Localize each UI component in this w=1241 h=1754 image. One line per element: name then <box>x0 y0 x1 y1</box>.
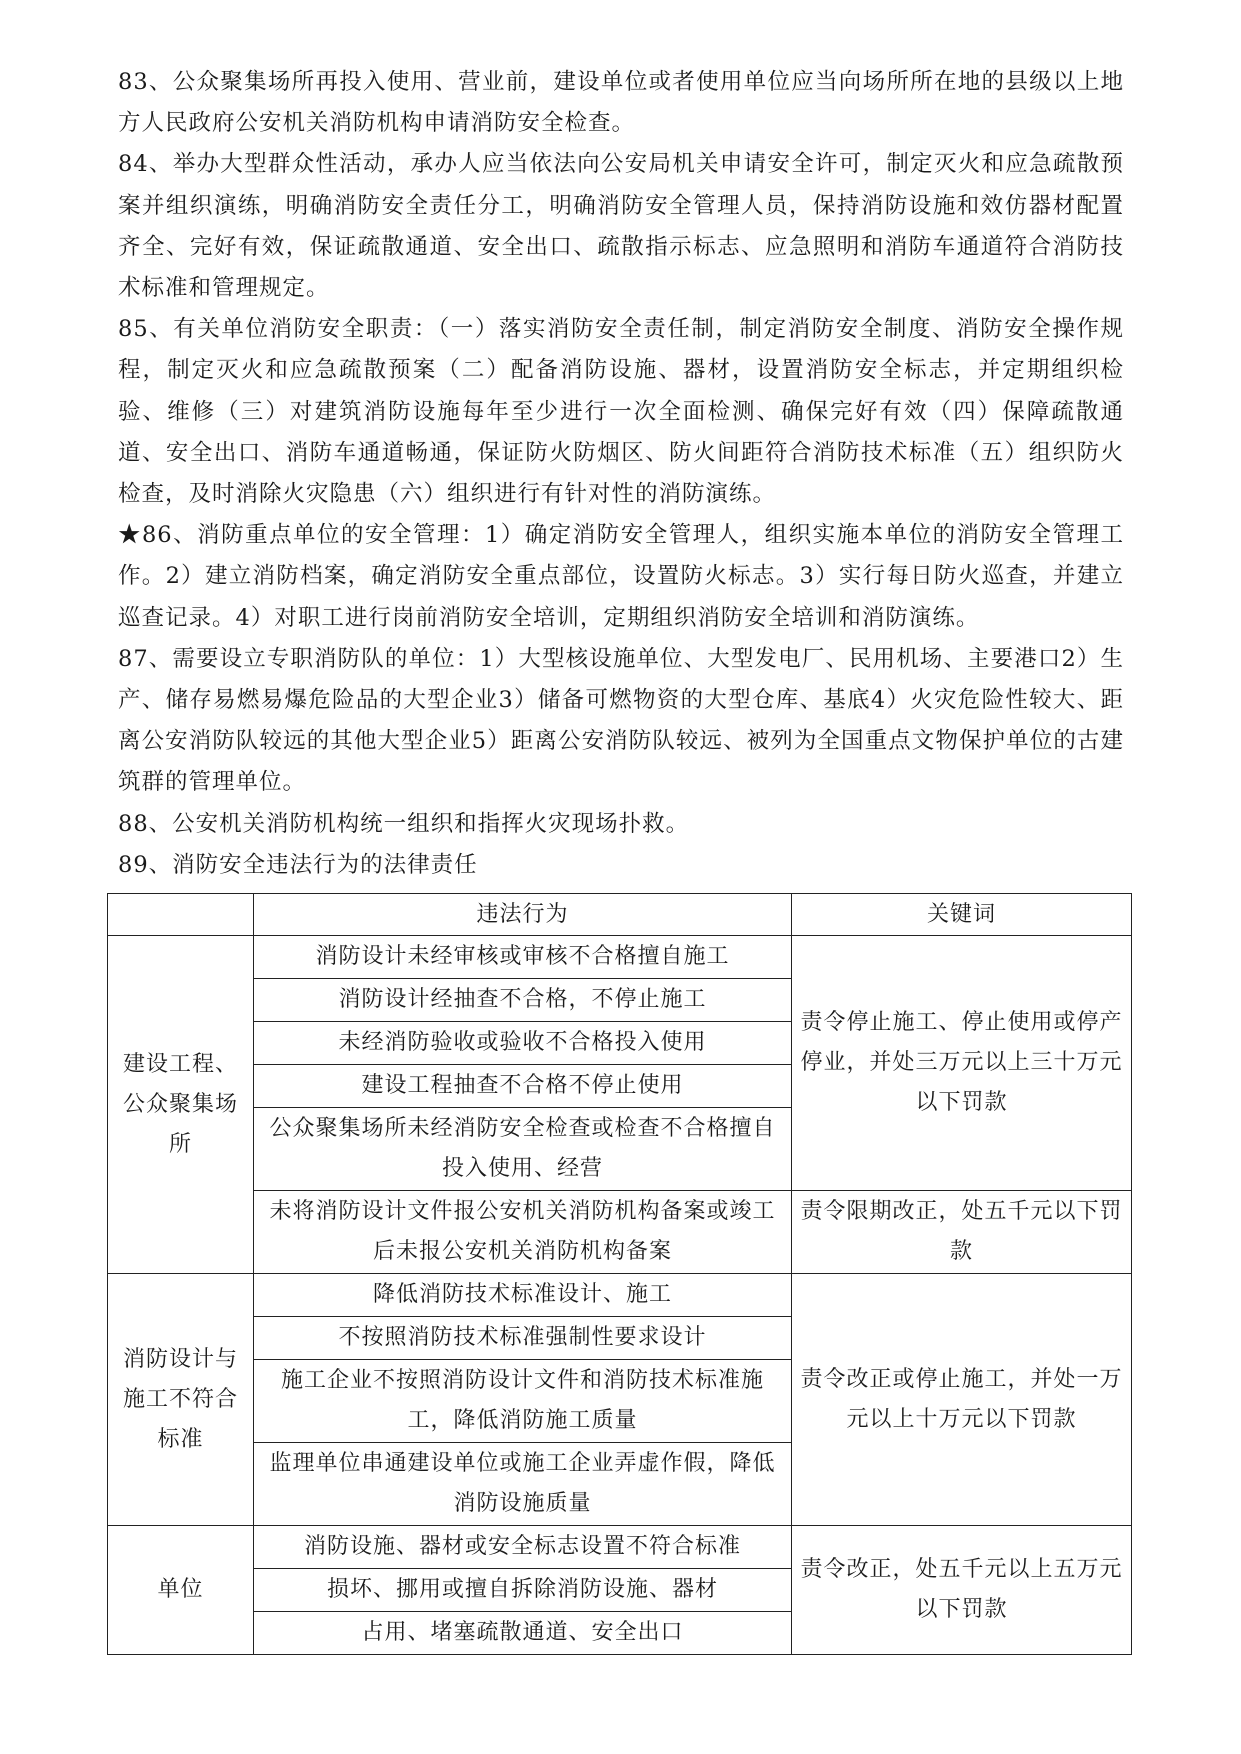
behavior-cell: 监理单位串通建设单位或施工企业弄虚作假，降低消防设施质量 <box>254 1443 792 1526</box>
item-85: 85、有关单位消防安全职责：（一）落实消防安全责任制，制定消防安全制度、消防安全操作规程，制定灭火和应急疏散预案（二）配备消防设施、器材，设置消防安全标志，并定期组织检验、维修（三）对建筑消防设施每年至少进行一次全面检测、确保完好有效（四）保障疏散通道、安全出口、消防车通道畅通，保证防火防烟区、防火间距符合消防技术标准（五）组织防火检查，及时消除火灾隐患（六）组织进行有针对性的消防演练。 <box>118 316 1124 508</box>
item-86: ★86、消防重点单位的安全管理：1）确定消防安全管理人，组织实施本单位的消防安全管理工作。2）建立消防档案，确定消防安全重点部位，设置防火标志。3）实行每日防火巡查，并建立巡查记录。4）对职工进行岗前消防安全培训，定期组织消防安全培训和消防演练。 <box>118 522 1124 631</box>
item-83: 83、公众聚集场所再投入使用、营业前，建设单位或者使用单位应当向场所所在地的县级以上地方人民政府公安机关消防机构申请消防安全检查。 <box>118 69 1124 137</box>
behavior-cell: 建设工程抽查不合格不停止使用 <box>254 1065 792 1108</box>
penalty-cell: 责令改正，处五千元以上五万元以下罚款 <box>792 1526 1132 1655</box>
header-corner-cell <box>108 894 254 936</box>
behavior-cell: 消防设计经抽查不合格，不停止施工 <box>254 979 792 1022</box>
item-88: 88、公安机关消防机构统一组织和指挥火灾现场扑救。 <box>118 810 690 837</box>
table-row <box>108 1274 1132 1317</box>
behavior-cell: 损坏、挪用或擅自拆除消防设施、器材 <box>254 1569 792 1612</box>
table-row <box>108 1526 1132 1569</box>
category-cell: 单位 <box>108 1526 254 1655</box>
penalty-cell: 责令改正或停止施工，并处一万元以上十万元以下罚款 <box>792 1274 1132 1526</box>
item-84: 84、举办大型群众性活动，承办人应当依法向公安局机关申请安全许可，制定灭火和应急疏散预案并组织演练，明确消防安全责任分工，明确消防安全管理人员，保持消防设施和效仿器材配置齐全、完好有效，保证疏散通道、安全出口、疏散指示标志、应急照明和消防车通道符合消防技术标准和管理规定。 <box>118 151 1124 302</box>
penalty-cell: 责令停止施工、停止使用或停产停业，并处三万元以上三十万元以下罚款 <box>792 936 1132 1191</box>
legal-liability-table <box>107 893 1132 1655</box>
behavior-cell: 降低消防技术标准设计、施工 <box>254 1274 792 1317</box>
body-text <box>118 62 1124 886</box>
header-keyword: 关键词 <box>792 894 1132 936</box>
behavior-cell: 未经消防验收或验收不合格投入使用 <box>254 1022 792 1065</box>
behavior-cell: 未将消防设计文件报公安机关消防机构备案或竣工后未报公安机关消防机构备案 <box>254 1191 792 1274</box>
table-row <box>108 936 1132 979</box>
category-cell: 建设工程、公众聚集场所 <box>108 936 254 1274</box>
item-87: 87、需要设立专职消防队的单位：1）大型核设施单位、大型发电厂、民用机场、主要港口2）生产、储存易燃易爆危险品的大型企业3）储备可燃物资的大型仓库、基底4）火灾危险性较大、距离公安消防队较远的其他大型企业5）距离公安消防队较远、被列为全国重点文物保护单位的古建筑群的管理单位。 <box>118 645 1124 796</box>
behavior-cell: 公众聚集场所未经消防安全检查或检查不合格擅自投入使用、经营 <box>254 1108 792 1191</box>
behavior-cell: 不按照消防技术标准强制性要求设计 <box>254 1317 792 1360</box>
table-row <box>108 1191 1132 1274</box>
penalty-cell: 责令限期改正，处五千元以下罚款 <box>792 1191 1132 1274</box>
table-header-row <box>108 894 1132 936</box>
behavior-cell: 消防设计未经审核或审核不合格擅自施工 <box>254 936 792 979</box>
item-89-heading: 89、消防安全违法行为的法律责任 <box>118 851 478 878</box>
behavior-cell: 占用、堵塞疏散通道、安全出口 <box>254 1612 792 1655</box>
behavior-cell: 施工企业不按照消防设计文件和消防技术标准施工，降低消防施工质量 <box>254 1360 792 1443</box>
header-behavior: 违法行为 <box>254 894 792 936</box>
behavior-cell: 消防设施、器材或安全标志设置不符合标准 <box>254 1526 792 1569</box>
category-cell: 消防设计与施工不符合标准 <box>108 1274 254 1526</box>
